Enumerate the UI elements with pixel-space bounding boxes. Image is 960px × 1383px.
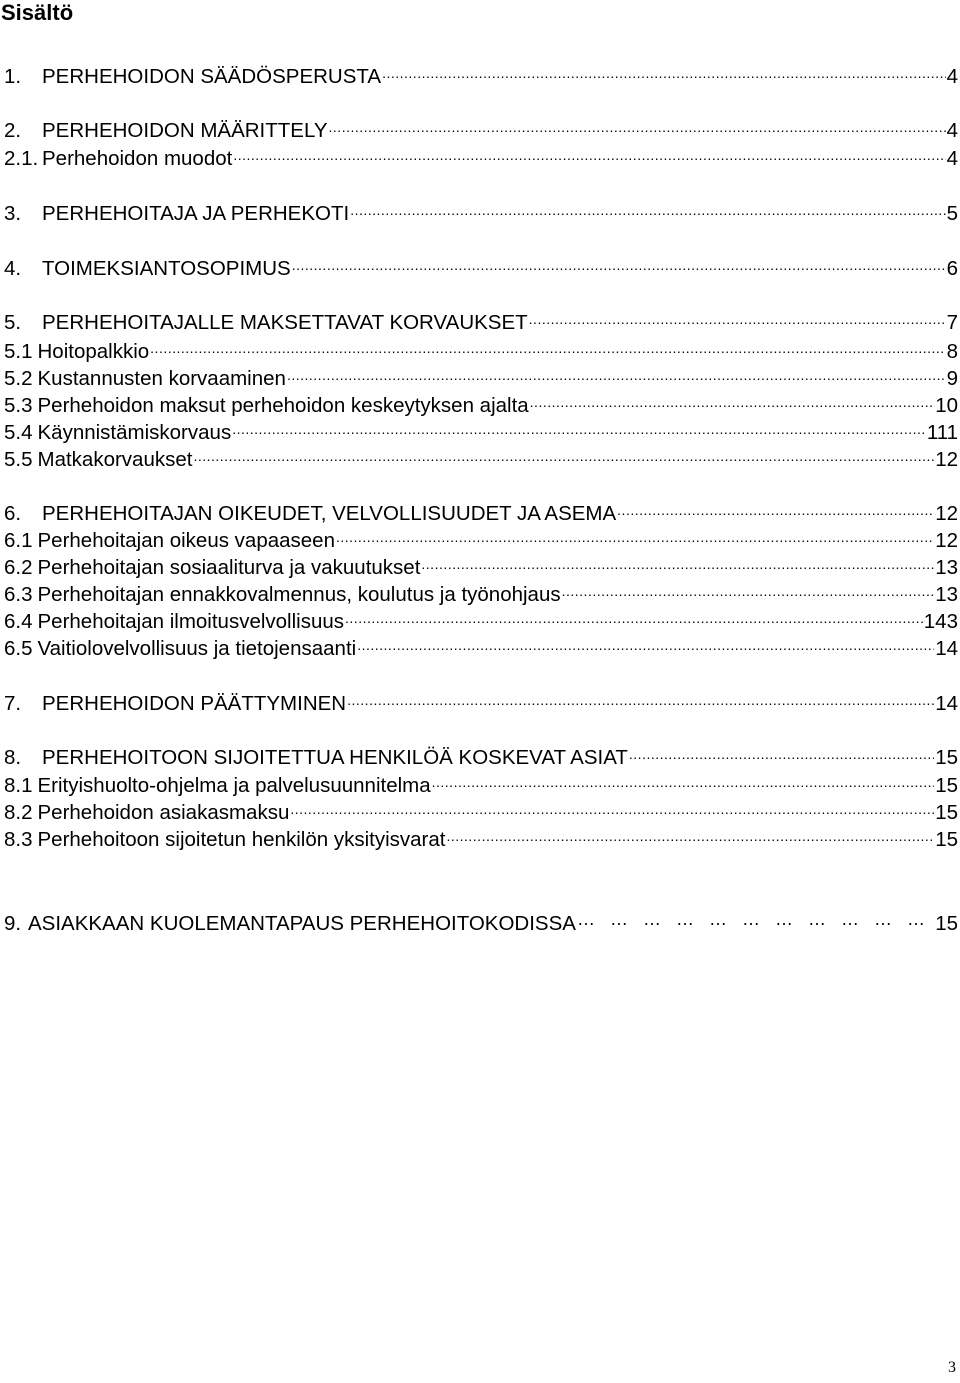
toc-entry-number: 6.3: [4, 583, 33, 606]
toc-entry-3[interactable]: [4, 194, 958, 225]
toc-entry-page: 12: [935, 448, 958, 471]
toc-entry-9[interactable]: [4, 904, 958, 935]
dot-leader: [382, 57, 946, 83]
toc-entry-page: 10: [935, 394, 958, 417]
toc-entry-number: 5.5: [4, 448, 33, 471]
toc-entry-8-2[interactable]: [4, 793, 958, 824]
toc-entry-title: PERHEHOITAJA JA PERHEKOTI: [42, 202, 350, 225]
dot-leader: [347, 684, 934, 710]
toc-entry-title: PERHEHOIDON PÄÄTTYMINEN: [42, 692, 347, 715]
toc-entry-title: PERHEHOITOON SIJOITETTUA HENKILÖÄ KOSKEVAT ASIAT: [42, 746, 628, 769]
toc-entry-number: 5.4: [4, 421, 33, 444]
toc-entry-page: 4: [946, 119, 958, 142]
toc-entry-8-1[interactable]: [4, 766, 958, 797]
toc-entry-6-3[interactable]: [4, 575, 958, 606]
toc-entry-title: Kustannusten korvaaminen: [37, 367, 286, 390]
toc-heading: Sisältö: [1, 0, 74, 25]
toc-entry-number: 8.: [4, 746, 22, 769]
toc-entry-title: Erityishuolto-ohjelma ja palvelusuunnitelma: [37, 774, 431, 797]
toc-entry-page: 14: [935, 637, 958, 660]
toc-entry-5[interactable]: [4, 303, 958, 334]
dot-leader: [350, 194, 945, 220]
toc-entry-page: 13: [935, 583, 958, 606]
toc-entry-number: 5.: [4, 311, 22, 334]
toc-entry-page: 143: [923, 610, 958, 633]
toc-entry-page: 12: [935, 502, 958, 525]
toc-entry-6-5[interactable]: [4, 629, 958, 660]
ellipsis-leader: [577, 904, 934, 930]
dot-leader: [421, 548, 934, 574]
dot-leader: [329, 111, 946, 137]
toc-entry-title: Käynnistämiskorvaus: [37, 421, 232, 444]
toc-entry-number: 2.1.: [4, 147, 39, 170]
toc-entry-number: 6.2: [4, 556, 33, 579]
toc-entry-page: 15: [935, 828, 958, 851]
dot-leader: [357, 629, 934, 655]
dot-leader: [233, 139, 945, 165]
dot-leader: [150, 332, 945, 358]
toc-entry-number: 8.2: [4, 801, 33, 824]
toc-entry-title: PERHEHOITAJAN OIKEUDET, VELVOLLISUUDET JA ASEMA: [42, 502, 617, 525]
toc-entry-number: 5.1: [4, 340, 33, 363]
toc-entry-number: 6.1: [4, 529, 33, 552]
toc-entry-number: 5.2: [4, 367, 33, 390]
toc-entry-title: PERHEHOITAJALLE MAKSETTAVAT KORVAUKSET: [42, 311, 528, 334]
toc-entry-6-4[interactable]: [4, 602, 958, 633]
toc-entry-title: Perhehoidon muodot: [42, 147, 233, 170]
dot-leader: [529, 303, 946, 329]
toc-entry-page: 14: [935, 692, 958, 715]
toc-entry-page: 15: [935, 774, 958, 797]
toc-entry-number: 6.5: [4, 637, 33, 660]
dot-leader: [446, 820, 934, 846]
toc-entry-title: ASIAKKAAN KUOLEMANTAPAUS PERHEHOITOKODISSA: [28, 912, 576, 935]
toc-entry-1[interactable]: [4, 57, 958, 88]
toc-entry-title: Perhehoitoon sijoitetun henkilön yksityisvarat: [37, 828, 446, 851]
toc-entry-4[interactable]: [4, 249, 958, 280]
toc-entry-7[interactable]: [4, 684, 958, 715]
toc-entry-2[interactable]: [4, 111, 958, 142]
toc-entry-number: 8.1: [4, 774, 33, 797]
toc-entry-number: 6.4: [4, 610, 33, 633]
toc-entry-page: 15: [935, 801, 958, 824]
dot-leader: [530, 386, 935, 412]
toc-entry-title: PERHEHOIDON MÄÄRITTELY: [42, 119, 328, 142]
toc-entry-page: 13: [935, 556, 958, 579]
dot-leader: [292, 249, 946, 275]
toc-entry-number: 6.: [4, 502, 22, 525]
toc-entry-number: 4.: [4, 257, 22, 280]
toc-entry-title: Hoitopalkkio: [37, 340, 150, 363]
toc-entry-number: 2.: [4, 119, 22, 142]
toc-entry-title: Perhehoitajan ilmoitusvelvollisuus: [37, 610, 345, 633]
toc-entry-title: TOIMEKSIANTOSOPIMUS: [42, 257, 291, 280]
toc-entry-page: 7: [946, 311, 958, 334]
dot-leader: [290, 793, 934, 819]
toc-entry-page: 9: [946, 367, 958, 390]
dot-leader: [629, 738, 934, 764]
toc-entry-number: 3.: [4, 202, 22, 225]
toc-entry-title: Matkakorvaukset: [37, 448, 193, 471]
toc-entry-5-2[interactable]: [4, 359, 958, 390]
dot-leader: [617, 494, 934, 520]
toc-entry-title: Perhehoidon maksut perhehoidon keskeytyksen ajalta: [37, 394, 529, 417]
dot-leader: [336, 521, 934, 547]
toc-entry-page: 4: [946, 65, 958, 88]
dot-leader: [562, 575, 935, 601]
toc-entry-6[interactable]: [4, 494, 958, 525]
dot-leader: [345, 602, 923, 628]
dot-leader: [232, 413, 926, 439]
dot-leader: [193, 440, 934, 466]
toc-entry-number: 5.3: [4, 394, 33, 417]
toc-entry-5-4[interactable]: [4, 413, 958, 444]
toc-entry-5-1[interactable]: [4, 332, 958, 363]
toc-entry-8-3[interactable]: [4, 820, 958, 851]
toc-entry-6-2[interactable]: [4, 548, 958, 579]
toc-entry-page: 15: [935, 912, 958, 935]
toc-entry-title: Vaitiolovelvollisuus ja tietojensaanti: [37, 637, 357, 660]
toc-entry-number: 9.: [4, 912, 22, 935]
toc-entry-title: Perhehoidon asiakasmaksu: [37, 801, 290, 824]
toc-entry-page: 15: [935, 746, 958, 769]
toc-entry-page: 12: [935, 529, 958, 552]
toc-entry-title: Perhehoitajan oikeus vapaaseen: [37, 529, 335, 552]
toc-entry-page: 5: [946, 202, 958, 225]
toc-entry-6-1[interactable]: [4, 521, 958, 552]
toc-entry-5-3[interactable]: [4, 386, 958, 417]
dot-leader: [432, 766, 935, 792]
toc-entry-number: 7.: [4, 692, 22, 715]
toc-entry-8[interactable]: [4, 738, 958, 769]
toc-entry-2-1[interactable]: [4, 139, 958, 170]
toc-entry-title: PERHEHOIDON SÄÄDÖSPERUSTA: [42, 65, 382, 88]
dot-leader: [287, 359, 946, 385]
toc-entry-number: 8.3: [4, 828, 33, 851]
toc-entry-title: Perhehoitajan ennakkovalmennus, koulutus ja työnohjaus: [37, 583, 561, 606]
toc-entry-page: 4: [946, 147, 958, 170]
toc-entry-page: 6: [946, 257, 958, 280]
toc-entry-5-5[interactable]: [4, 440, 958, 471]
toc-entry-number: 1.: [4, 65, 22, 88]
toc-entry-title: Perhehoitajan sosiaaliturva ja vakuutukset: [37, 556, 421, 579]
toc-entry-page: 8: [946, 340, 958, 363]
page-number: 3: [948, 1359, 956, 1376]
toc-entry-page: 111: [926, 421, 958, 444]
